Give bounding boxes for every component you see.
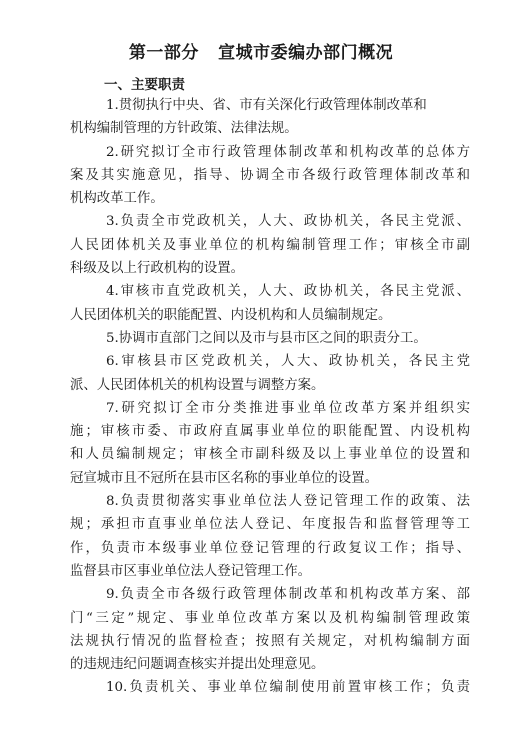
paragraph-line: 9.负责全市各级行政管理体制改革和机构改革方案、部 — [106, 587, 470, 603]
paragraph-line: 科级及以上行政机构的设置。 — [70, 261, 245, 277]
paragraph-line: 和人员编制规定；审核全市副科级及以上事业单位的设置和 — [70, 447, 470, 463]
body-text — [70, 94, 470, 700]
paragraph-line: 8.负责贯彻落实事业单位法人登记管理工作的政策、法 — [106, 494, 470, 510]
paragraph-line: 10.负责机关、事业单位编制使用前置审核工作；负责 — [106, 680, 470, 696]
paragraph-line: 规；承担市直事业单位法人登记、年度报告和监督管理等工 — [70, 517, 470, 533]
paragraph-line: 机构改革工作。 — [70, 191, 164, 207]
paragraph-line: 法规执行情况的监督检查；按照有关规定，对机构编制方面 — [70, 633, 470, 649]
paragraph-line: 2.研究拟订全市行政管理体制改革和机构改革的总体方 — [106, 144, 470, 160]
paragraph-line: 3.负责全市党政机关，人大、政协机关，各民主党派、 — [106, 214, 470, 230]
paragraph-line: 6.审核县市区党政机关，人大、政协机关，各民主党 — [106, 354, 470, 370]
paragraph-line: 作，负责市本级事业单位登记管理的行政复议工作；指导、 — [70, 540, 470, 556]
section-heading: 一、主要职责 — [104, 77, 185, 93]
paragraph-line: 机构编制管理的方针政策、法律法规。 — [70, 121, 298, 137]
paragraph-line: 监督县市区事业单位法人登记管理工作。 — [70, 563, 312, 579]
paragraph-line: 施；审核市委、市政府直属事业单位的职能配置、内设机构 — [70, 424, 470, 440]
paragraph-line: 冠宣城市且不冠所在县市区名称的事业单位的设置。 — [70, 470, 378, 486]
page-title: 第一部分 宣城市委编办部门概况 — [128, 43, 394, 63]
paragraph-line: 门“三定”规定、事业单位改革方案以及机构编制管理政策 — [70, 610, 470, 626]
paragraph-line: 人民团体机关的职能配置、内设机构和人员编制规定。 — [70, 307, 392, 323]
paragraph-line: 7.研究拟订全市分类推进事业单位改革方案并组织实 — [106, 400, 470, 416]
paragraph-line: 派、人民团体机关的机构设置与调整方案。 — [70, 377, 325, 393]
paragraph-line: 4.审核市直党政机关，人大、政协机关，各民主党派、 — [106, 284, 470, 300]
paragraph-line: 案及其实施意见，指导、协调全市各级行政管理体制改革和 — [70, 167, 470, 183]
paragraph-line: 人民团体机关及事业单位的机构编制管理工作；审核全市副 — [70, 237, 470, 253]
paragraph-line: 5.协调市直部门之间以及市与县市区之间的职责分工。 — [106, 330, 427, 346]
paragraph-line: 1.贯彻执行中央、省、市有关深化行政管理体制改革和 — [106, 98, 427, 113]
paragraph-line: 的违规违纪问题调查核实并提出处理意见。 — [70, 657, 325, 673]
